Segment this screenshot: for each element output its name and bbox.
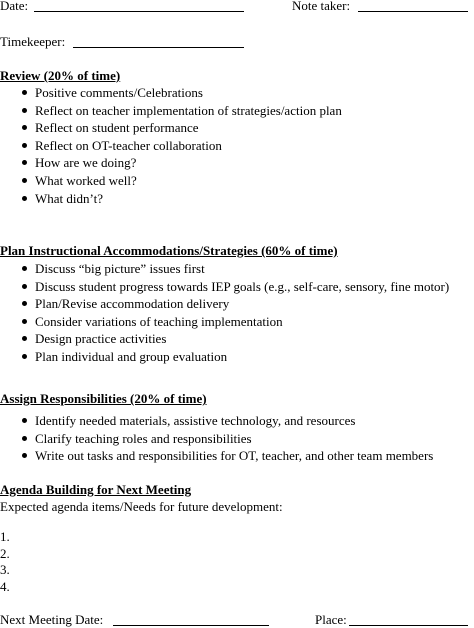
review-heading: Review (20% of time): [0, 68, 121, 83]
list-item: Plan/Revise accommodation delivery: [0, 295, 473, 313]
list-item: What worked well?: [0, 172, 342, 190]
list-item: How are we doing?: [0, 154, 342, 172]
list-item: Reflect on OT-teacher collaboration: [0, 137, 342, 155]
next-meeting-field[interactable]: [113, 625, 269, 626]
plan-list: [0, 260, 473, 366]
bullet-icon: [22, 143, 27, 148]
place-field[interactable]: [349, 625, 468, 626]
agenda-number-list: [0, 528, 10, 594]
timekeeper-label: Timekeeper:: [0, 34, 66, 49]
bullet-icon: [22, 108, 27, 113]
bullet-icon: [22, 266, 27, 271]
list-item: Write out tasks and responsibilities for OT, teacher, and other team members: [0, 447, 433, 465]
list-item: 4.: [0, 578, 10, 594]
assign-heading: Assign Responsibilities (20% of time): [0, 391, 207, 406]
list-item: What didn’t?: [0, 190, 342, 208]
review-list: [0, 84, 342, 207]
list-item: Design practice activities: [0, 330, 473, 348]
next-meeting-label: Next Meeting Date:: [0, 612, 104, 627]
bullet-icon: [22, 160, 27, 165]
bullet-icon: [22, 90, 27, 95]
list-item: 2.: [0, 545, 10, 561]
date-label: Date:: [0, 0, 29, 13]
bullet-icon: [22, 319, 27, 324]
list-item: Positive comments/Celebrations: [0, 84, 342, 102]
plan-heading: Plan Instructional Accommodations/Strategies (60% of time): [0, 243, 338, 258]
note-taker-field[interactable]: [358, 11, 468, 12]
list-item: 3.: [0, 562, 10, 577]
note-taker-label: Note taker:: [292, 0, 351, 13]
bullet-icon: [22, 418, 27, 423]
list-item: Reflect on student performance: [0, 119, 342, 137]
list-item: Identify needed materials, assistive technology, and resources: [0, 412, 433, 430]
place-label: Place:: [315, 612, 347, 627]
bullet-icon: [22, 125, 27, 130]
list-item: Plan individual and group evaluation: [0, 348, 473, 366]
agenda-heading: Agenda Building for Next Meeting: [0, 482, 192, 497]
assign-list: [0, 412, 433, 465]
list-item: Discuss student progress towards IEP goals (e.g., self-care, sensory, fine motor): [0, 278, 473, 296]
bullet-icon: [22, 453, 27, 458]
bullet-icon: [22, 336, 27, 341]
list-item: 1.: [0, 529, 10, 544]
list-item: Reflect on teacher implementation of strategies/action plan: [0, 102, 342, 120]
bullet-icon: [22, 301, 27, 306]
list-item: Consider variations of teaching implementation: [0, 313, 473, 331]
list-item: Clarify teaching roles and responsibilities: [0, 430, 433, 448]
list-item: Discuss “big picture” issues first: [0, 260, 473, 278]
date-field[interactable]: [34, 11, 244, 12]
agenda-intro: Expected agenda items/Needs for future development:: [0, 499, 283, 514]
bullet-icon: [22, 436, 27, 441]
bullet-icon: [22, 196, 27, 201]
bullet-icon: [22, 178, 27, 183]
bullet-icon: [22, 284, 27, 289]
bullet-icon: [22, 354, 27, 359]
timekeeper-field[interactable]: [73, 47, 244, 48]
